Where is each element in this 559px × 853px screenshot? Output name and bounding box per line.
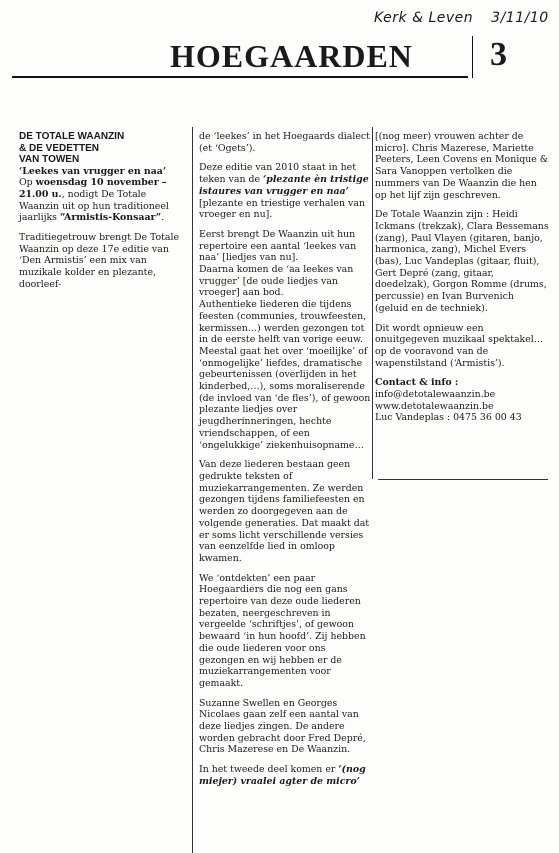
headline — [19, 131, 189, 166]
p9-a: In het tweede deel komen er — [199, 764, 339, 776]
handwritten-annotation — [374, 10, 549, 26]
paragraph-1b: de ‘leekes’ in het Hoegaards dialect (et ‘Ogets’). — [199, 131, 370, 154]
paragraph-3: Eerst brengt De Waanzin uit hun repertoire een aantal ‘leekes van naa’ [liedjes van nu]. — [199, 228, 357, 264]
subheadline: ‘Leekes van vrugger en naa’ — [19, 165, 167, 177]
headline-line-1: DE TOTALE WAANZIN — [19, 131, 125, 142]
paragraph-9 — [199, 764, 373, 787]
event-date: woensdag 10 november – 21.00 u. — [19, 177, 167, 200]
intro-paragraph — [19, 177, 189, 224]
column-rule-1 — [192, 127, 193, 853]
contact-email: info@detotalewaanzin.be — [375, 389, 496, 401]
article-column-2 — [199, 131, 373, 796]
paragraph-4: Daarna komen de ‘aa leekes van vrugger’ [de oude liedjes van vroeger] aan bod. — [199, 264, 354, 299]
paragraph-9-continued: [(nog meer) vrouwen achter de micro]. Chris Mazerese, Mariette Peeters, Leen Covens en Monique & Sara Vanoppen vertolken die nummers van De Waanzin die hen op het lijf zijn geschreven. — [375, 131, 549, 201]
contact-heading: Contact & info : — [375, 377, 459, 389]
headline-line-2: & DE VEDETTEN — [19, 142, 100, 154]
article-column-3 — [375, 131, 550, 424]
p9-italic: ‘(nog miejer) vraalei agter de micro’ — [199, 764, 366, 787]
column-end-rule — [378, 479, 548, 480]
paragraph-5: Authentieke liederen die tijdens feesten (communies, trouwfeesten, kermissen…) werden gezongen tot in de eerste helft van vorige eeuw. Meestal gaat het over ‘moeilijke’ of ‘onmogelijke’ liefdes, dramatische gebeurtenissen (overlijden in het kinderbed,…), soms moraliserende (de invloed van ‘de fles’), of gewoon plezante liedjes over jeugdherinneringen, hechte vriendschappen, of een ‘ongelukkige’ ziekenhuisopname… — [199, 299, 371, 451]
intro-op: Op — [19, 177, 36, 189]
contact-block — [375, 377, 550, 424]
masthead-rule — [12, 76, 468, 78]
page-number: 3 — [490, 36, 507, 73]
headline-line-3: VAN TOWEN — [19, 154, 80, 165]
masthead-separator — [472, 36, 473, 78]
intro-end: . — [161, 212, 165, 224]
paragraph-6: Van deze liederen bestaan geen gedrukte teksten of muziekarrangementen. Ze werden gezongen tijdens familiefeesten en werden zo doorgegeven aan de volgende generaties. Dat maakt dat er soms licht verschillende versies van eenzelfde lied in omloop kwamen. — [199, 459, 370, 564]
paragraph-10: De Totale Waanzin zijn : Heidi Ickmans (trekzak), Clara Bessemans (zang), Paul Vlayen (gitaren, banjo, harmonica, zang), Michel Evers (bas), Luc Vandeplas (gitaar, fluit), Gert Depré (zang, gitaar, doedelzak), Gorgon Romme (drums, percussie) en Ivan Burvenich (geluid en de techniek). — [375, 209, 549, 314]
paragraph-1a: Traditiegetrouw brengt De Totale Waanzin op deze 17e editie van ‘Den Armistis’ een mix van muzikale kolder en plezante, doorleef- — [19, 232, 180, 290]
contact-phone: Luc Vandeplas : 0475 36 00 43 — [375, 412, 522, 424]
p2-italic: ‘plezante èn tristige istaures van vrugger en naa’ — [199, 174, 369, 197]
article-column-1 — [19, 131, 189, 299]
handwritten-date: 3/11/10 — [491, 10, 549, 26]
paragraph-11: Dit wordt opnieuw een onuitgegeven muzikaal spektakel… op de vooravond van de wapenstilstand (‘Armistis’). — [375, 322, 544, 369]
handwritten-source: Kerk & Leven — [374, 10, 474, 26]
paragraph-8: Suzanne Swellen en Georges Nicolaes gaan zelf een aantal van deze liedjes zingen. De andere worden gebracht door Fred Depré, Chris Mazerese en De Waanzin. — [199, 697, 366, 756]
p2-a: Deze editie van 2010 staat in het teken van de — [199, 162, 356, 186]
intro-rest: , nodigt De Totale Waanzin uit op hun traditioneel jaarlijks — [19, 188, 169, 224]
paragraph-7: We ‘ontdekten’ een paar Hoegaardiers die nog een gans repertoire van deze oude liederen bezaten, neergeschreven in vergeelde ‘schriftjes’, of gewoon bewaard ‘in hun hoofd’. Zij hebben die oude liederen voor ons gezongen en wij hebben er de muziekarrangementen voor gemaakt. — [199, 572, 366, 689]
masthead-title: HOEGAARDEN — [170, 38, 413, 74]
paragraph-2 — [199, 162, 373, 221]
p2-b: [plezante en triestige verhalen van vroeger en nu]. — [199, 197, 365, 221]
event-name: “Armistis-Konsaar” — [59, 212, 162, 224]
contact-website: www.detotalewaanzin.be — [375, 400, 494, 412]
